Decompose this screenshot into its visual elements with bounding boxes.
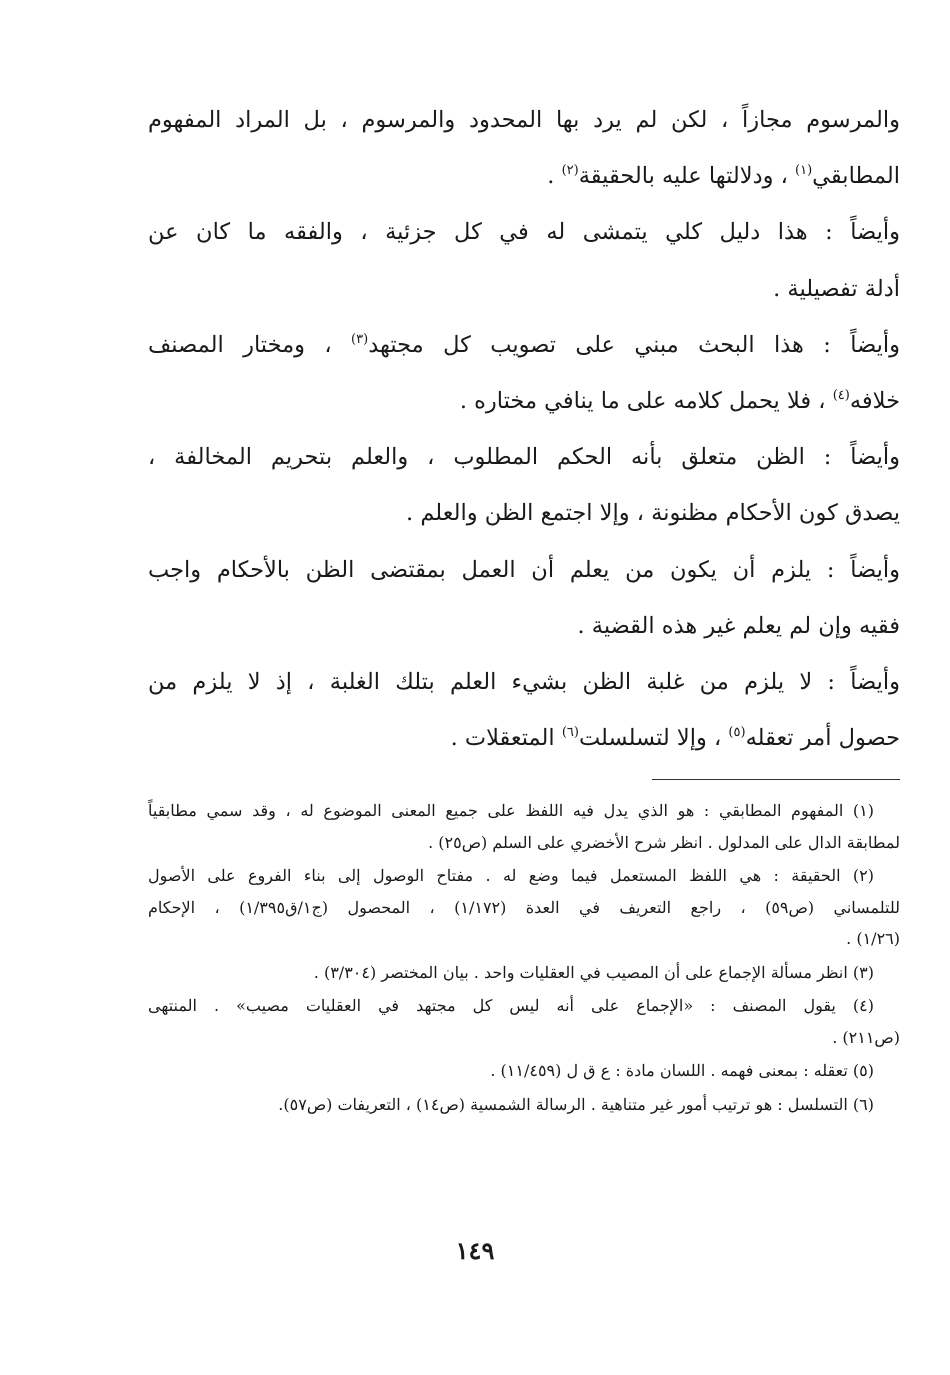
text-line bbox=[148, 429, 900, 485]
text-run: يصدق كون الأحكام مظنونة ، وإلا اجتمع الظن والعلم . bbox=[406, 500, 900, 527]
footnote-ref: (٣) bbox=[351, 331, 369, 347]
footnote-line: (ص٢١١) . bbox=[832, 1027, 900, 1047]
footnote-ref: (٢) bbox=[561, 163, 579, 179]
text-line bbox=[148, 654, 900, 710]
text-run: والمرسوم مجازاً ، لكن لم يرد بها المحدود والمرسوم ، بل المراد المفهوم bbox=[148, 107, 900, 133]
text-line bbox=[148, 542, 900, 598]
text-run: أدلة تفصيلية . bbox=[773, 275, 900, 302]
footnote-ref: (٦) bbox=[561, 725, 579, 741]
text-run: وأيضاً : هذا دليل كلي يتمشى له في كل جزئية ، والفقه ما كان عن bbox=[148, 219, 900, 246]
text-run: ، فلا يحمل كلامه على ما ينافي مختاره . bbox=[459, 387, 833, 414]
text-line bbox=[148, 261, 900, 317]
text-line bbox=[148, 598, 900, 654]
footnote-line: (٢) الحقيقة : هي اللفظ المستعمل فيما وضع له . مفتاح الوصول إلى بناء الفروع على الأصول bbox=[148, 866, 874, 885]
text-run: وأيضاً : الظن متعلق بأنه الحكم المطلوب ، والعلم بتحريم المخالفة ، bbox=[148, 444, 900, 471]
text-line bbox=[148, 148, 900, 204]
footnote-line: (٥) تعقله : بمعنى فهمه . اللسان مادة : ع ق ل (١١/٤٥٩) . bbox=[490, 1061, 874, 1080]
footnote-line: (٣) انظر مسألة الإجماع على أن المصيب في العقليات واحد . بيان المختصر (٣/٣٠٤) . bbox=[313, 962, 874, 982]
text-run: وأيضاً : يلزم أن يكون من يعلم أن العمل بمقتضى الظن بالأحكام واجب bbox=[148, 556, 900, 583]
text-run: وأيضاً : هذا البحث مبني على تصويب كل مجتهد bbox=[368, 331, 900, 358]
text-line bbox=[148, 204, 900, 260]
text-run: خلافه bbox=[849, 387, 900, 414]
text-line bbox=[148, 485, 900, 541]
text-run: المتعقلات . bbox=[450, 725, 562, 752]
text-run: ، ومختار المصنف bbox=[148, 331, 352, 358]
text-line bbox=[148, 92, 900, 148]
text-run: حصول أمر تعقله bbox=[745, 725, 900, 752]
footnote-separator bbox=[652, 779, 900, 780]
text-run: وأيضاً : لا يلزم من غلبة الظن بشيء العلم بتلك الغلبة ، إذ لا يلزم من bbox=[148, 668, 900, 695]
footnotes bbox=[148, 795, 900, 1120]
text-line bbox=[148, 710, 900, 766]
text-run: ، ودلالتها عليه بالحقيقة bbox=[578, 163, 796, 190]
page-number: ١٤٩ bbox=[455, 1236, 495, 1265]
text-run: ، وإلا لتسلسلت bbox=[578, 725, 729, 752]
footnote-line: (١/٢٦) . bbox=[846, 929, 900, 948]
text-run: المطابقي bbox=[812, 163, 900, 190]
footnote-line: (٤) يقول المصنف : «الإجماع على أنه ليس كل مجتهد في العقليات مصيب» . المنتهى bbox=[148, 996, 874, 1015]
main-text bbox=[148, 92, 900, 766]
text-line bbox=[148, 317, 900, 373]
footnote-ref: (٤) bbox=[832, 387, 850, 403]
footnote-ref: (٥) bbox=[728, 725, 746, 741]
footnote-line: (٦) التسلسل : هو ترتيب أمور غير متناهية . الرسالة الشمسية (ص١٤) ، التعريفات (ص٥٧). bbox=[278, 1094, 874, 1114]
text-run: . bbox=[547, 163, 562, 190]
footnote-ref: (١) bbox=[795, 163, 813, 179]
footnote-line: لمطابقة الدال على المدلول . انظر شرح الأخضري على السلم (ص٢٥) . bbox=[428, 832, 900, 852]
footnote-line: (١) المفهوم المطابقي : هو الذي يدل فيه اللفظ على جميع المعنى الموضوع له ، وقد سمي مطابقياً bbox=[148, 801, 874, 820]
text-run: فقيه وإن لم يعلم غير هذه القضية . bbox=[577, 612, 900, 639]
text-line bbox=[148, 373, 900, 429]
footnote-line: للتلمساني (ص٥٩) ، راجع التعريف في العدة (١/١٧٢) ، المحصول (ج١/ق١/٣٩٥) ، الإحكام bbox=[148, 897, 900, 917]
